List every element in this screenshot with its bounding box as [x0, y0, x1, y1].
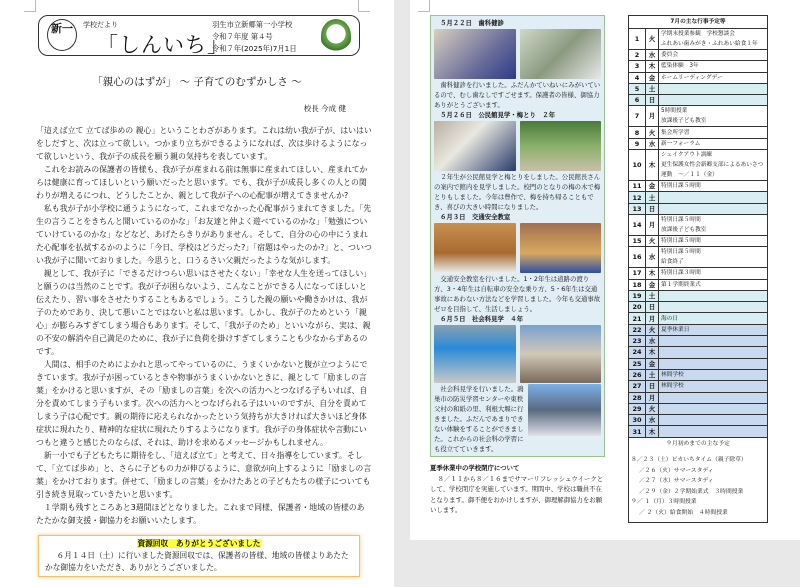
mascot-icon	[321, 19, 351, 52]
summer-body: ８／１１から８／１６までサマーリフレッシュウイークとして、学校閉庁を実施しています。期間中、学校は職員不在となります。御不便をおかけしますが、御理解御協力をお願いします。	[430, 474, 604, 514]
calendar-row	[629, 61, 768, 72]
calendar-day: 3	[629, 61, 646, 72]
calendar-event	[659, 83, 768, 94]
photo	[434, 29, 516, 79]
calendar-day: 1	[629, 29, 646, 50]
calendar-day: 25	[629, 358, 646, 369]
photo	[434, 223, 516, 273]
calendar-event: 藍染体験 3年	[659, 61, 768, 72]
calendar-row	[629, 279, 768, 290]
event-caption: ２年生が公民館見学と梅とりをしました。公民館長さんの案内で館内を見学しました。校門のとなりの梅の木で梅とりもしました。今年は豊作で、梅を持ち帰ることもでき、喜びの大きい時間になりました。	[434, 173, 601, 211]
notice-body: ６月１４日（土）に行いました資源回収では、保護者の皆様、地域の皆様よりあたたかな御協力をいただき、ありがとうございました。	[45, 551, 349, 572]
calendar-day: 21	[629, 313, 646, 324]
calendar-day: 16	[629, 247, 646, 268]
schedule-item: ／２６（火）サマースタディ	[639, 467, 714, 474]
calendar-weekday: 日	[646, 203, 659, 214]
calendar-event: 第１学期終業式	[659, 279, 768, 290]
calendar-event	[659, 302, 768, 313]
calendar-row	[629, 150, 768, 181]
event-title: ６月５日 社会科見学 ４年	[440, 315, 524, 323]
paragraph: １学期も残すところあと3週間ほどとなりました。これまで同様、保護者・地域の皆様のあたたかな御支援・御協力をお願いいたします。	[36, 503, 365, 525]
header-meta	[212, 19, 297, 55]
right-page	[410, 0, 800, 540]
calendar-weekday: 土	[646, 290, 659, 301]
calendar-weekday: 水	[646, 138, 659, 149]
calendar-event: 特別日課５時間	[659, 235, 768, 246]
calendar-row	[629, 106, 768, 127]
calendar-row	[629, 95, 768, 106]
calendar-weekday: 水	[646, 247, 659, 268]
calendar-event: 集会所学習	[659, 127, 768, 138]
calendar-day: 13	[629, 203, 646, 214]
calendar-day: 5	[629, 83, 646, 94]
calendar-day: 30	[629, 415, 646, 426]
photo	[528, 384, 601, 436]
calendar-day: 19	[629, 290, 646, 301]
calendar-day: 9	[629, 138, 646, 149]
calendar-event	[659, 392, 768, 403]
calendar-weekday: 土	[646, 83, 659, 94]
calendar-row	[629, 392, 768, 403]
event-caption: 歯科健診を行いました。ふだんかていねいにみがいているので、むし歯なしですごせます。保護者の皆様、御協力ありがとうございます。	[434, 81, 601, 109]
calendar-day: 15	[629, 235, 646, 246]
calendar-day: 17	[629, 268, 646, 279]
calendar-event	[659, 95, 768, 106]
calendar-day: 28	[629, 392, 646, 403]
calendar-event: 新一フォーラム	[659, 138, 768, 149]
calendar-row	[629, 358, 768, 369]
crop-mark	[24, 0, 36, 12]
calendar-row	[629, 415, 768, 426]
calendar-row	[629, 235, 768, 246]
calendar-weekday: 日	[646, 95, 659, 106]
calendar-weekday: 水	[646, 415, 659, 426]
photo	[520, 121, 602, 171]
calendar-day: 14	[629, 214, 646, 235]
calendar-weekday: 日	[646, 381, 659, 392]
calendar-event: 学期末授業参観 学校懇談会 ふれあい歯みがき・ふれあい給食１年	[659, 29, 768, 50]
schedule-item: ／ ２（火）給食開始 ４時間授業	[639, 509, 728, 516]
calendar-row	[629, 347, 768, 358]
calendar-event: 特別日課３時間	[659, 268, 768, 279]
calendar-row	[629, 426, 768, 437]
september-schedule	[628, 438, 768, 524]
issue-date: 令和７年(2025年)7月1日	[212, 44, 297, 53]
calendar-row	[629, 192, 768, 203]
events-column	[430, 15, 605, 457]
schedule-item: ／２７（水）サマースタディ	[639, 478, 714, 485]
calendar-row	[629, 138, 768, 149]
calendar-weekday: 土	[646, 369, 659, 380]
calendar-weekday: 火	[646, 29, 659, 50]
calendar-weekday: 木	[646, 268, 659, 279]
event-title: ５月２６日 公民館見学・梅とり ２年	[440, 111, 556, 119]
calendar-event	[659, 192, 768, 203]
calendar-row	[629, 72, 768, 83]
newsletter-header	[38, 15, 360, 56]
calendar-row	[629, 369, 768, 380]
calendar-weekday: 金	[646, 279, 659, 290]
calendar-event: 夏季休業日	[659, 324, 768, 335]
photo	[520, 223, 602, 273]
calendar-row	[629, 313, 768, 324]
calendar-day: 7	[629, 106, 646, 127]
calendar-event	[659, 403, 768, 414]
calendar-weekday: 月	[646, 106, 659, 127]
event-title: ６月３日 交通安全教室	[440, 213, 511, 221]
calendar-weekday: 水	[646, 336, 659, 347]
calendar-row	[629, 83, 768, 94]
calendar-event: 5時間授業 放課後子ども教室	[659, 106, 768, 127]
calendar-weekday: 木	[646, 61, 659, 72]
summer-title: 夏季休業中の学校閉庁について	[430, 464, 520, 472]
calendar-weekday: 水	[646, 50, 659, 61]
calendar-event	[659, 358, 768, 369]
calendar-weekday: 木	[646, 347, 659, 358]
header-label: 学校だより	[83, 21, 118, 29]
calendar-event: 特別日課５時間 給食終了	[659, 247, 768, 268]
calendar-event: 特別日課５時間	[659, 181, 768, 192]
article-body	[36, 124, 372, 527]
calendar-event: 海の日	[659, 313, 768, 324]
notice-box	[38, 535, 360, 577]
calendar-weekday: 火	[646, 403, 659, 414]
calendar-weekday: 金	[646, 181, 659, 192]
calendar-row	[629, 181, 768, 192]
calendar-day: 20	[629, 302, 646, 313]
calendar-row	[629, 203, 768, 214]
calendar-row	[629, 336, 768, 347]
event-title: ５月２２日 歯科健診	[440, 19, 504, 27]
calendar-row	[629, 381, 768, 392]
issue-number: 令和７年度 第４号	[212, 32, 273, 41]
paragraph: 親として、我が子に「できるだけつらい思いはさせたくない」「幸せな人生を送ってほしい」と願うのは当然のことです。我が子が困らないよう、こんなことができる人になってほしいと伝えたり、習い事をさせたりすることもあるでしょう。こうした親の願いや働きかけは、我が子のためであり、決して悪いことではないと私は思います。しかし、我が子のためという「親心」が膨らみすぎてしまう場合もあります。そして、「我が子のため」といいながら、実は、親の不安の解消や自己満足のために、我が子に負荷を掛けすぎてしまうことも少なからずあるのです。	[36, 269, 372, 356]
schedule-item: ／２９（金）２学期始業式 ３時間授業	[639, 488, 744, 495]
calendar-row	[629, 302, 768, 313]
calendar-day: 6	[629, 95, 646, 106]
calendar-event: 特別日課５時間 放課後子ども教室	[659, 214, 768, 235]
summer-closure-notice	[430, 463, 605, 516]
school-emblem-icon: 新一	[47, 19, 77, 51]
school-name: 羽生市立新郷第一小学校	[212, 20, 293, 29]
calendar-row	[629, 324, 768, 335]
calendar-event	[659, 290, 768, 301]
calendar-day: 18	[629, 279, 646, 290]
calendar-day: 31	[629, 426, 646, 437]
calendar-event	[659, 203, 768, 214]
calendar-day: 24	[629, 347, 646, 358]
calendar-day: 22	[629, 324, 646, 335]
calendar-weekday: 日	[646, 302, 659, 313]
calendar-day: 10	[629, 150, 646, 181]
calendar-row	[629, 127, 768, 138]
calendar-weekday: 金	[646, 72, 659, 83]
event-caption: 社会科見学を行いました。鴻巣市の防災学習センターや東秩父村の和紙の里、利根大堰に行きました。ふだんであまりできない体験をすることができました。これからの社会科の学習にも役立てていきます。	[434, 385, 524, 453]
notice-title: 資源回収 ありがとうございました	[137, 539, 261, 548]
calendar-event: シェイクアウト訓練 更生保護女性会新郷支部によるあいさつ運動 ～／１１（金）	[659, 150, 768, 181]
calendar-row	[629, 268, 768, 279]
crop-mark	[358, 0, 370, 12]
calendar-weekday: 土	[646, 192, 659, 203]
calendar-day: 11	[629, 181, 646, 192]
calendar-weekday: 金	[646, 358, 659, 369]
calendar-day: 26	[629, 369, 646, 380]
calendar-row	[629, 247, 768, 268]
september-title: ９月初めまでの主な予定	[666, 440, 730, 447]
calendar-weekday: 火	[646, 235, 659, 246]
calendar-event: 林間学校	[659, 369, 768, 380]
left-page	[0, 0, 394, 587]
calendar-title: 7月の主な行事予定等	[629, 16, 768, 29]
schedule-item: ９／ １（月）３時間授業	[631, 499, 697, 506]
paragraph: 人間は、相手のためによかれと思ってやっているのに、うまくいかないと腹が立つようにできています。我が子が困っているときや物事がうまくいかないときに、親として「励ましの言葉」をかけると思いますが、その「励ましの言葉」を次への活力へとつなげる子もいれば、自分を責めてしまう子もいます。次への活力へとつなげられる子はいいのですが、自分を責めてしまう子は心配です。親の期待に応えられなかったという気持ちが大きければ大きいほど身体症状に現れたり、精神的な症状に現れたりするようになります。我が子の身体症状や言動にいつもと違うと感じたのならば、それは、助けを求めるメッセージかもしれません。	[36, 360, 368, 447]
event-caption: 交通安全教室を行いました。1・2年生は道路の渡り方、3・4年生は自転車の安全な乗り方、5・6年生は交通事故にあわない方法などを学習しました。今年も交通事故ゼロを目指して、生活しましょう。	[434, 275, 601, 313]
article-author: 校長 今成 健	[303, 104, 346, 113]
calendar-weekday: 月	[646, 214, 659, 235]
calendar-event	[659, 426, 768, 437]
calendar-day: 29	[629, 403, 646, 414]
photo	[520, 29, 602, 79]
calendar-weekday: 木	[646, 426, 659, 437]
calendar-weekday: 月	[646, 392, 659, 403]
july-calendar	[628, 15, 768, 438]
calendar-event	[659, 336, 768, 347]
calendar-event: 委員会	[659, 50, 768, 61]
calendar-day: 12	[629, 192, 646, 203]
paragraph: 「這えば立て 立てば歩めの 親心」ということわざがあります。これは幼い我が子が、はいはいをしだすと、次は立って欲しい。つかまり立ちができるようになれば、次は歩けるようになって欲しいという、我が子の成長を願う親の気持ちを表しています。	[36, 126, 372, 161]
calendar-row	[629, 403, 768, 414]
calendar-row	[629, 214, 768, 235]
calendar-day: 23	[629, 336, 646, 347]
paragraph: 新一小でも子どもたちに期待をし、「這えば立て」と考えて、日々指導をしています。そして、「立てば歩め」と、さらに子どもの力が伸びるように、意欲が向上するように「励ましの言葉」をかけております。併せて、「励ましの言葉」をかけたあとの子どもたちの様子についても引き続き見取っていきたいと思います。	[36, 451, 372, 499]
article-heading: 「親心のはずが」 ～ 子育てのむずかしさ ～	[92, 76, 302, 88]
calendar-event	[659, 415, 768, 426]
crop-mark	[418, 0, 430, 12]
calendar-weekday: 火	[646, 127, 659, 138]
calendar-day: 8	[629, 127, 646, 138]
calendar-day: 2	[629, 50, 646, 61]
paragraph: 私も我が子が小学校に通うようになって、これまでなかった心配事がうまれてきました。「先生の言うことをきちんと聞いているのかな」「お友達と仲よく遊べているのかな」「勉強についていけているのかな」などなど、あげたらきりがありません。そして、自分の心の中にうまれた心配事を払拭するかのように「今日、学校はどうだった?」「宿題はやったのか?」と、ついつい我が子に聞いておりました。今思うと、口うるさい父親だったような気がします。	[36, 204, 372, 265]
calendar-event: 林間学校	[659, 381, 768, 392]
calendar-event	[659, 347, 768, 358]
newsletter-title: 「しんいち」	[97, 33, 229, 57]
calendar-row	[629, 29, 768, 50]
calendar-day: 4	[629, 72, 646, 83]
calendar-row	[629, 290, 768, 301]
calendar-weekday: 木	[646, 150, 659, 181]
calendar-event: ホームリーディングデー	[659, 72, 768, 83]
photo	[434, 325, 516, 383]
photo	[434, 121, 516, 171]
schedule-item: ８／２３（土）ピカいちタイム（親子除草）	[631, 457, 747, 464]
photo	[520, 325, 602, 383]
calendar-day: 27	[629, 381, 646, 392]
calendar-weekday: 月	[646, 313, 659, 324]
calendar-weekday: 火	[646, 324, 659, 335]
calendar-row	[629, 50, 768, 61]
paragraph: これをお読みの保護者の皆様も、我が子が産まれる前は無事に産まれてほしい、産まれてからは健康に育ってほしいという願いだったと思います。でも、我が子が成長し多くの人との関わりが増えるにつれ、どうしたことか、親として我が子への心配事が増えてきませんか?	[36, 165, 368, 200]
